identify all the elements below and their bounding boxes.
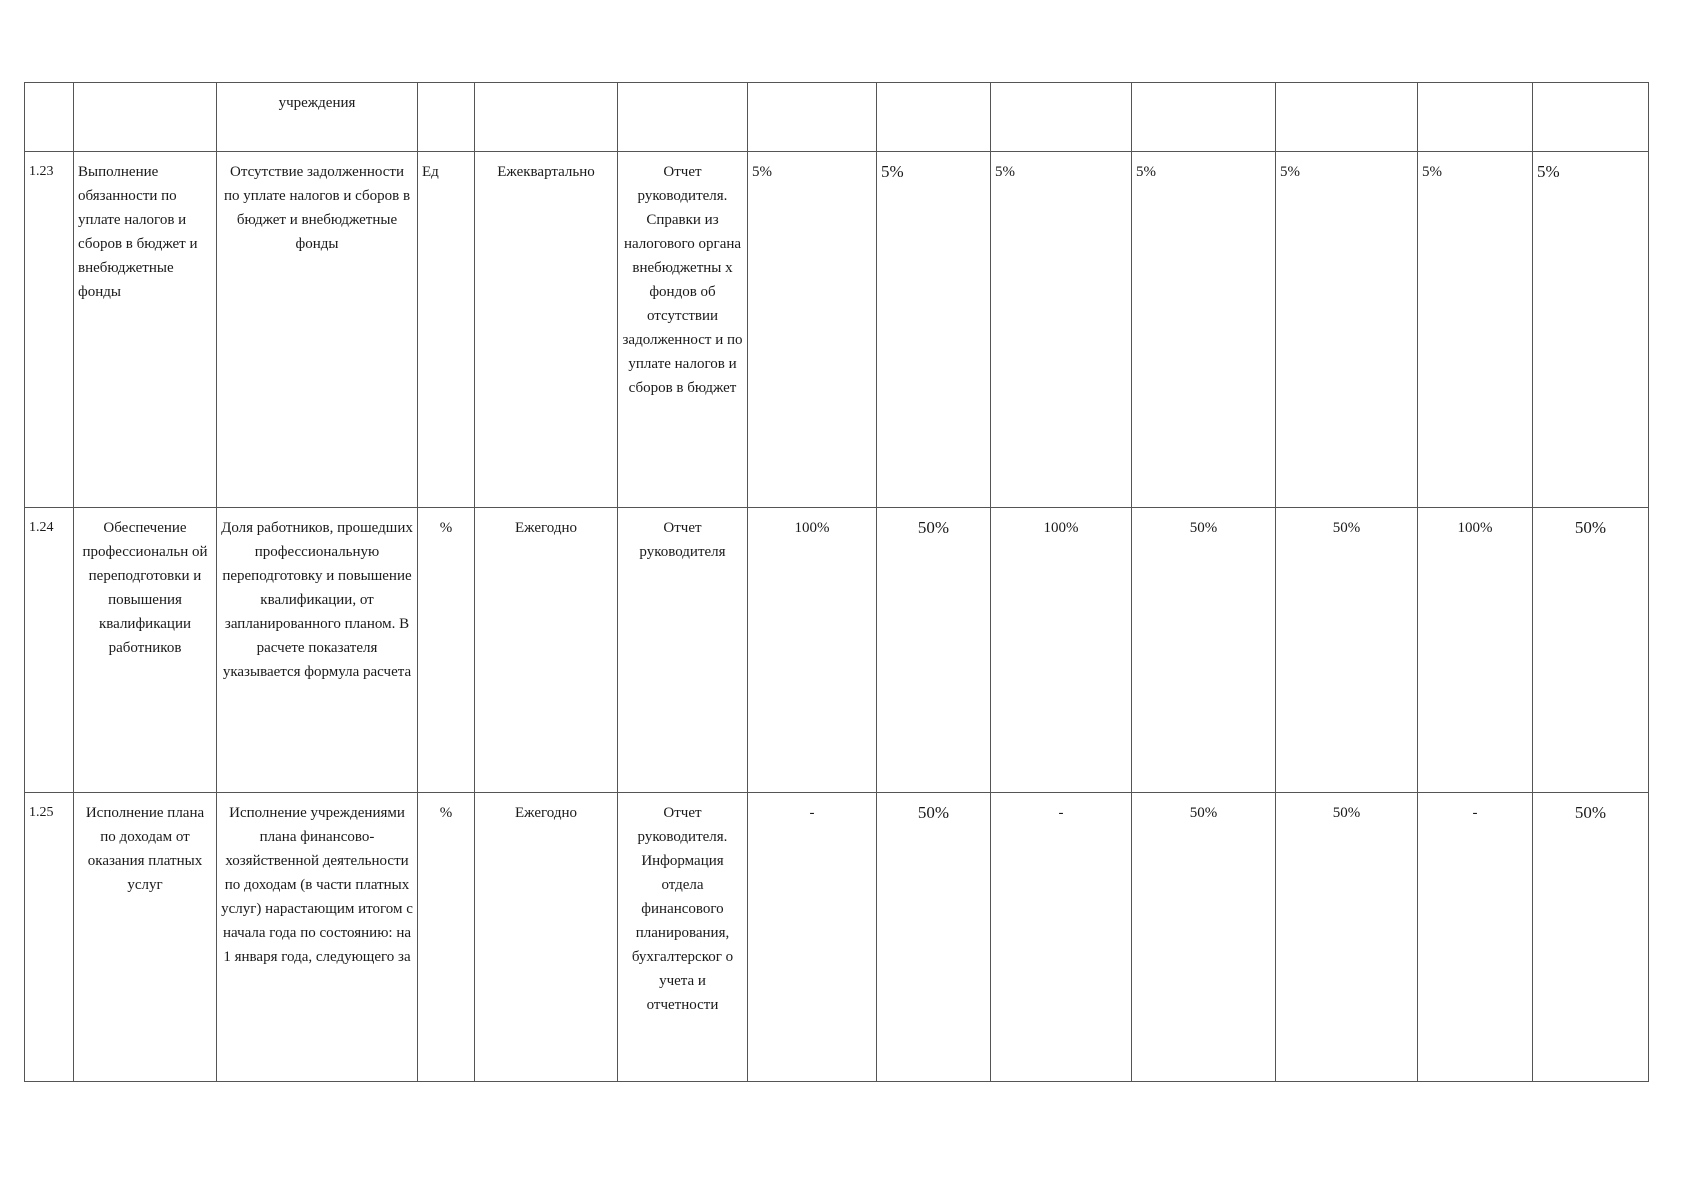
criterion-text: Доля работников, прошедших профессиональную переподготовку и повышение квалификации, от запланированного планом. В расчете показателя указывается формула расчета: [217, 508, 418, 793]
value-cell: -: [748, 793, 877, 1082]
row-number: 1.24: [25, 508, 74, 793]
cell-source: [618, 83, 748, 152]
cell-unit: [418, 83, 475, 152]
cell-value: [877, 83, 991, 152]
value-cell: 5%: [1276, 152, 1418, 508]
table-row-1-23: [25, 152, 1649, 508]
cell-periodicity: [475, 83, 618, 152]
source-text: Отчет руководителя. Справки из налогового органа внебюджетны х фондов об отсутствии задолженност и по уплате налогов и сборов в бюджет: [618, 152, 748, 508]
table-row-1-24: [25, 508, 1649, 793]
cell-value: [1132, 83, 1276, 152]
value-cell: 50%: [877, 793, 991, 1082]
value-cell: 50%: [877, 508, 991, 793]
value-cell: 50%: [1132, 508, 1276, 793]
cell-indicator: [74, 83, 217, 152]
source-text: Отчет руководителя: [618, 508, 748, 793]
cell-value: [1418, 83, 1533, 152]
periodicity-value: Ежегодно: [475, 793, 618, 1082]
periodicity-value: Ежеквартально: [475, 152, 618, 508]
value-cell: 5%: [991, 152, 1132, 508]
value-cell: 100%: [1418, 508, 1533, 793]
indicator-name: Обеспечение профессиональн ой переподготовки и повышения квалификации работников: [74, 508, 217, 793]
row-number: 1.23: [25, 152, 74, 508]
cell-value: [991, 83, 1132, 152]
row-number: 1.25: [25, 793, 74, 1082]
value-cell: -: [991, 793, 1132, 1082]
criteria-table: [24, 82, 1649, 1082]
unit-value: %: [418, 508, 475, 793]
criterion-text: Отсутствие задолженности по уплате налогов и сборов в бюджет и внебюджетные фонды: [217, 152, 418, 508]
cell-value: [1276, 83, 1418, 152]
cell-value: [748, 83, 877, 152]
cell-num: [25, 83, 74, 152]
table-row-continuation: [25, 83, 1649, 152]
value-cell: 5%: [748, 152, 877, 508]
unit-value: Ед: [418, 152, 475, 508]
table-row-1-25: [25, 793, 1649, 1082]
source-text: Отчет руководителя. Информация отдела финансового планирования, бухгалтерског о учета и отчетности: [618, 793, 748, 1082]
indicator-name: Исполнение плана по доходам от оказания платных услуг: [74, 793, 217, 1082]
cell-value: [1533, 83, 1649, 152]
value-cell: 100%: [748, 508, 877, 793]
periodicity-value: Ежегодно: [475, 508, 618, 793]
value-cell: 50%: [1276, 508, 1418, 793]
value-cell: 50%: [1132, 793, 1276, 1082]
value-cell: 5%: [1533, 152, 1649, 508]
value-cell: 50%: [1276, 793, 1418, 1082]
unit-value: %: [418, 793, 475, 1082]
criterion-text: Исполнение учреждениями плана финансово-хозяйственной деятельности по доходам (в части платных услуг) нарастающим итогом с начала года по состоянию: на 1 января года, следующего за: [217, 793, 418, 1082]
value-cell: 50%: [1533, 793, 1649, 1082]
value-cell: 5%: [1418, 152, 1533, 508]
value-cell: 100%: [991, 508, 1132, 793]
value-cell: 50%: [1533, 508, 1649, 793]
value-cell: -: [1418, 793, 1533, 1082]
value-cell: 5%: [877, 152, 991, 508]
value-cell: 5%: [1132, 152, 1276, 508]
indicator-name: Выполнение обязанности по уплате налогов и сборов в бюджет и внебюджетные фонды: [74, 152, 217, 508]
cell-criterion: учреждения: [217, 83, 418, 152]
